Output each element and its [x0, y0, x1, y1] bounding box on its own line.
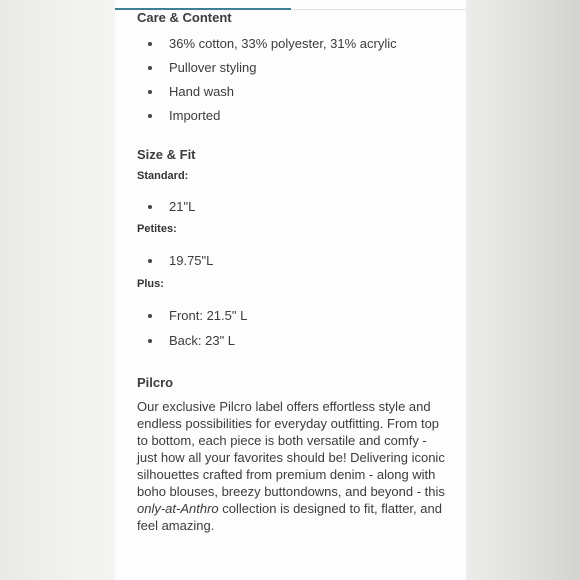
care-content-heading: Care & Content — [137, 10, 232, 25]
list-item: 19.75"L — [137, 253, 449, 269]
size-fit-heading: Size & Fit — [137, 147, 196, 162]
list-item: Pullover styling — [137, 60, 449, 76]
size-group-label-petites: Petites: — [137, 223, 177, 235]
size-list-petites — [137, 253, 449, 269]
brand-description-emphasis: only-at-Anthro — [137, 501, 219, 516]
list-item: Back: 23" L — [137, 333, 449, 349]
brand-heading: Pilcro — [137, 375, 174, 390]
size-list-standard — [137, 199, 449, 215]
size-group-label-plus: Plus: — [137, 278, 164, 290]
right-backdrop — [465, 0, 580, 580]
list-item: Hand wash — [137, 84, 449, 100]
brand-description — [137, 398, 449, 534]
list-item: Front: 21.5" L — [137, 308, 449, 324]
left-backdrop — [0, 0, 115, 580]
product-details-panel — [115, 0, 466, 580]
size-group-label-standard: Standard: — [137, 170, 189, 182]
list-item: 36% cotton, 33% polyester, 31% acrylic — [137, 36, 449, 52]
details-content — [137, 9, 449, 534]
brand-description-text-end: collection is designed to fit, flatter, and feel amazing. — [137, 501, 442, 533]
list-item: Imported — [137, 108, 449, 124]
brand-description-text: Our exclusive Pilcro label offers effortless style and endless possibilities for everyday outfitting. From top to bottom, each piece is both versatile and comfy - just how all your favorites should be! Delivering iconic silhouettes crafted from premium denim - along with boho blouses, breezy buttondowns, and beyond - this — [137, 399, 445, 499]
care-content-list — [137, 36, 449, 124]
size-list-plus — [137, 308, 449, 349]
list-item: 21"L — [137, 199, 449, 215]
